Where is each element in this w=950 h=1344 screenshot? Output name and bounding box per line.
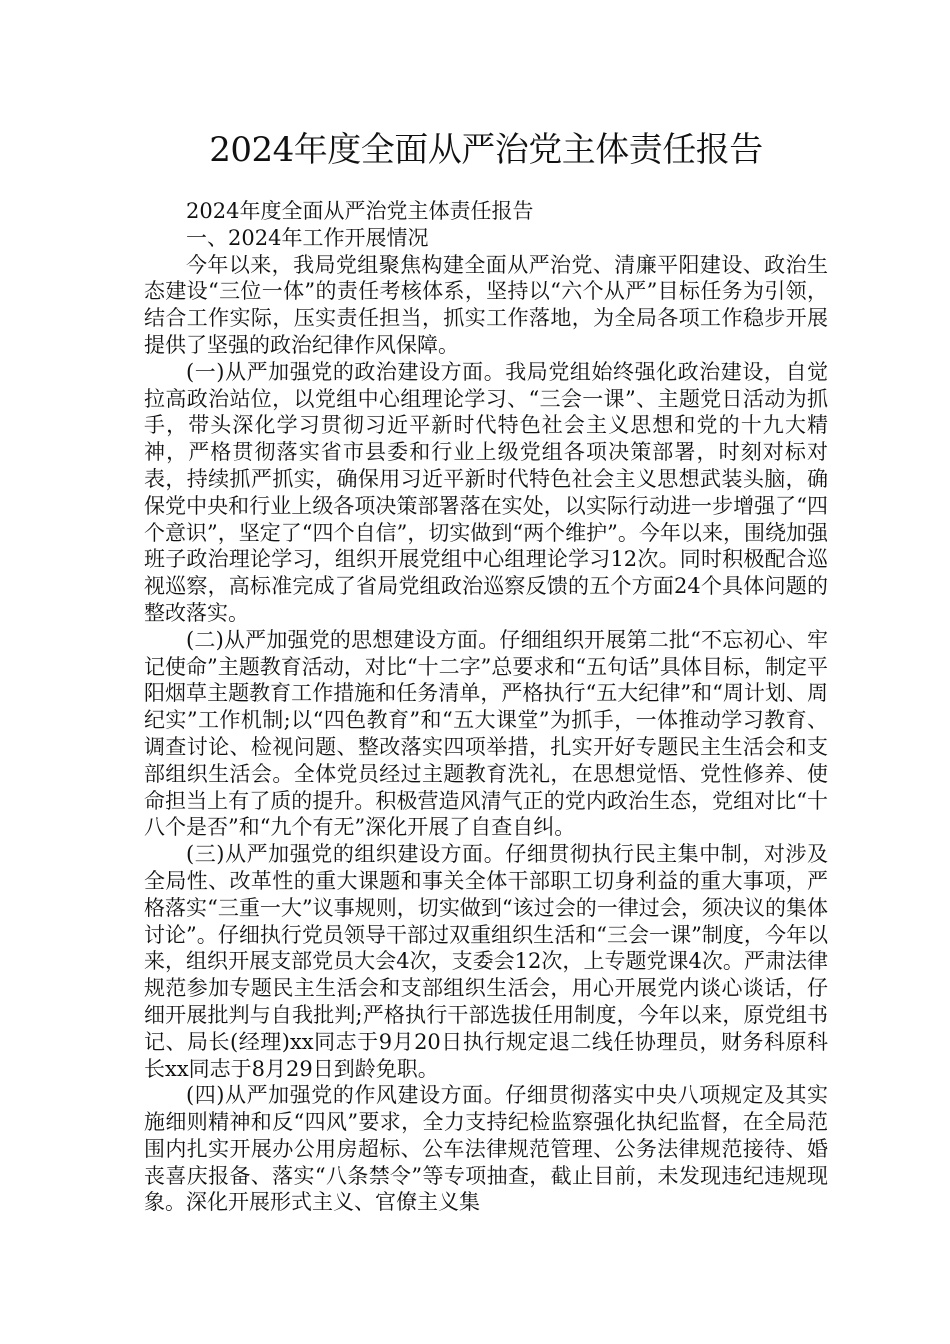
document-title: 2024年度全面从严治党主体责任报告 (209, 130, 763, 170)
document-page (144, 122, 828, 1216)
document-subtitle: 2024年度全面从严治党主体责任报告 (186, 199, 534, 223)
section-heading: 一、2024年工作开展情况 (186, 225, 429, 250)
paragraph-intro: 今年以来，我局党组聚焦构建全面从严治党、清廉平阳建设、政治生态建设“三位一体”的责任考核体系，坚持以“六个从严”目标任务为引领，结合工作实际，压实责任担当，抓实工作落地，为全局各项工作稳步开展提供了坚强的政治纪律作风保障。 (144, 252, 828, 357)
paragraph-political-building: (一)从严加强党的政治建设方面。我局党组始终强化政治建设，自觉拉高政治站位，以党组中心组理论学习、“三会一课”、主题党日活动为抓手，带头深化学习贯彻习近平新时代特色社会主义思想和党的十九大精神，严格贯彻落实省市县委和行业上级党组各项决策部署，时刻对标对表，持续抓严抓实，确保用习近平新时代特色社会主义思想武装头脑，确保党中央和行业上级各项决策部署落在实处，以实际行动进一步增强了“四个意识”，坚定了“四个自信”，切实做到“两个维护”。今年以来，围绕加强班子政治理论学习，组织开展党组中心组理论学习12次。同时积极配合巡视巡察，高标准完成了省局党组政治巡察反馈的五个方面24个具体问题的整改落实。 (144, 359, 828, 625)
paragraph-ideological-building: (二)从严加强党的思想建设方面。仔细组织开展第二批“不忘初心、牢记使命”主题教育活动，对比“十二字”总要求和“五句话”具体目标，制定平阳烟草主题教育工作措施和任务清单，严格执行“五大纪律”和“周计划、周纪实”工作机制;以“四色教育”和“五大课堂”为抓手，一体推动学习教育、调查讨论、检视问题、整改落实四项举措，扎实开好专题民主生活会和支部组织生活会。全体党员经过主题教育洗礼，在思想觉悟、党性修养、使命担当上有了质的提升。积极营造风清气正的党内政治生态，党组对比“十八个是否”和“九个有无”深化开展了自查自纠。 (144, 627, 828, 840)
paragraph-organizational-building: (三)从严加强党的组织建设方面。仔细贯彻执行民主集中制，对涉及全局性、改革性的重大课题和事关全体干部职工切身利益的重大事项，严格落实“三重一大”议事规则，切实做到“该过会的一律过会，须决议的集体讨论”。仔细执行党员领导干部过双重组织生活和“三会一课”制度，今年以来，组织开展支部党员大会4次，支委会12次，上专题党课4次。严肃法律规范参加专题民主生活会和支部组织生活会，用心开展党内谈心谈话，仔细开展批判与自我批判;严格执行干部选拔任用制度，今年以来，原党组书记、局长(经理)xx同志于9月20日执行规定退二线任协理员，财务科原科长xx同志于8月29日到龄免职。 (144, 842, 828, 1081)
paragraph-work-style-building: (四)从严加强党的作风建设方面。仔细贯彻落实中央八项规定及其实施细则精神和反“四风”要求，全力支持纪检监察强化执纪监督，在全局范围内扎实开展办公用房超标、公车法律规范管理、公务法律规范接待、婚丧喜庆报备、落实“八条禁令”等专项抽查，截止目前，未发现违纪违规现象。深化开展形式主义、官僚主义集 (144, 1083, 828, 1215)
